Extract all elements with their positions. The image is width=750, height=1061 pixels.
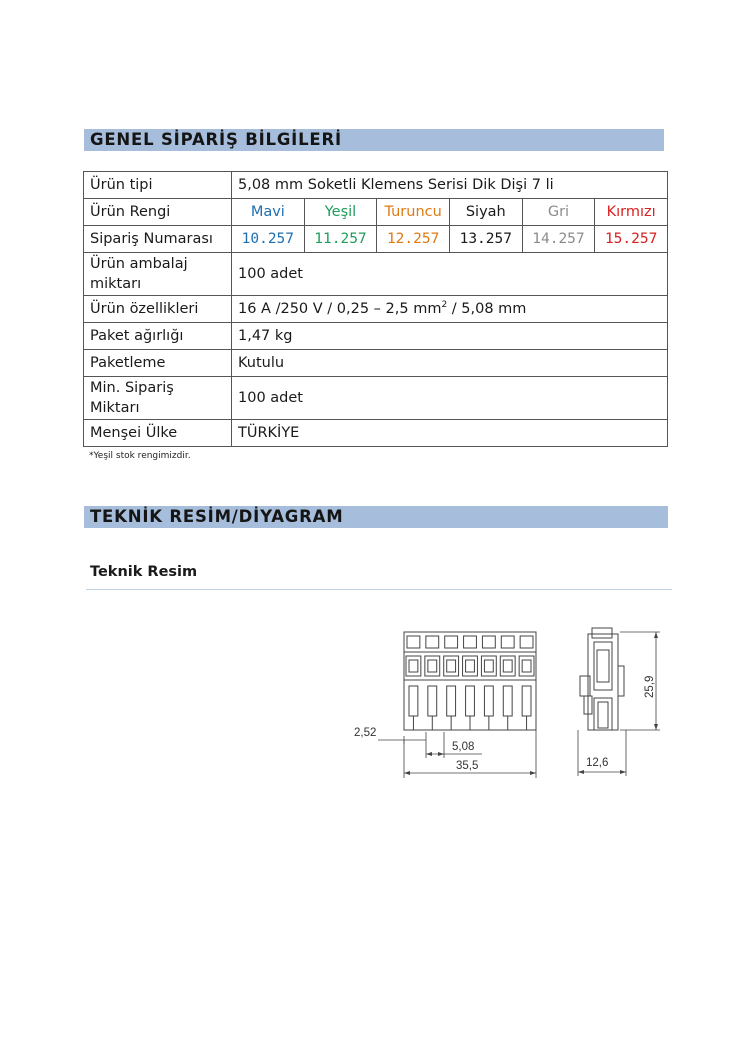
product-type-value: 5,08 mm Soketli Klemens Serisi Dik Dişi 7 li — [232, 172, 668, 199]
screw-inner — [447, 660, 456, 672]
table-row — [84, 323, 668, 350]
technical-drawing — [340, 620, 670, 785]
row-label: Paket ağırlığı — [84, 323, 232, 350]
screw-window — [481, 656, 496, 676]
order-info-table — [83, 171, 668, 447]
order-number-cell: 14.257 — [522, 226, 595, 253]
connector-body — [404, 632, 536, 730]
features-text-end: / 5,08 mm — [447, 301, 527, 317]
order-number-cell: 15.257 — [595, 226, 668, 253]
wire-entry — [503, 686, 512, 716]
dim-label-offset: 2,52 — [354, 727, 377, 739]
screw-window — [519, 656, 534, 676]
row-label: Ürün özellikleri — [84, 296, 232, 323]
row-label: Sipariş Numarası — [84, 226, 232, 253]
row-label: Min. Sipariş Miktarı — [84, 377, 232, 420]
dim-label-depth: 12,6 — [586, 757, 609, 769]
screw-inner — [503, 660, 512, 672]
table-row — [84, 226, 668, 253]
table-row — [84, 199, 668, 226]
section-title: TEKNİK RESİM/DİYAGRAM — [90, 507, 344, 526]
dim-label-width: 35,5 — [456, 760, 479, 772]
color-name-cell: Turuncu — [377, 199, 450, 226]
pole-top — [445, 636, 458, 648]
row-label: Ürün tipi — [84, 172, 232, 199]
section-header-technical-drawing — [84, 506, 668, 528]
table-row — [84, 253, 668, 296]
drawing-subtitle: Teknik Resim — [90, 564, 198, 580]
color-name-cell: Siyah — [449, 199, 522, 226]
dim-label-pitch: 5,08 — [452, 741, 475, 753]
wire-entry — [466, 686, 475, 716]
pole-top — [464, 636, 477, 648]
weight-value: 1,47 kg — [232, 323, 668, 350]
screw-window — [500, 656, 515, 676]
footnote: *Yeşil stok rengimizdir. — [89, 451, 191, 461]
row-label: Ürün Rengi — [84, 199, 232, 226]
features-superscript: 2 — [441, 300, 448, 311]
pole-top — [407, 636, 420, 648]
table-row — [84, 172, 668, 199]
color-name-cell: Kırmızı — [595, 199, 668, 226]
features-text: 16 A /250 V / 0,25 – 2,5 mm — [238, 301, 442, 317]
table-row — [84, 296, 668, 323]
screw-inner — [428, 660, 437, 672]
divider — [86, 589, 672, 590]
row-label: Menşei Ülke — [84, 420, 232, 447]
screw-window — [444, 656, 459, 676]
screw-inner — [409, 660, 418, 672]
table-row — [84, 377, 668, 420]
order-number-cell: 11.257 — [304, 226, 377, 253]
color-name-cell: Yeşil — [304, 199, 377, 226]
order-number-cell: 13.257 — [449, 226, 522, 253]
screw-inner — [466, 660, 475, 672]
color-name-cell: Gri — [522, 199, 595, 226]
screw-inner — [484, 660, 493, 672]
row-label: Paketleme — [84, 350, 232, 377]
pole-top — [482, 636, 495, 648]
screw-window — [406, 656, 421, 676]
pole-top — [426, 636, 439, 648]
pole-top — [501, 636, 514, 648]
connector-side-view — [580, 628, 624, 730]
row-label: Ürün ambalaj miktarı — [84, 253, 232, 296]
color-name-cell: Mavi — [232, 199, 305, 226]
screw-inner — [522, 660, 531, 672]
packaging-value: Kutulu — [232, 350, 668, 377]
connector-front-view — [404, 632, 536, 730]
section-title: GENEL SİPARİŞ BİLGİLERİ — [90, 130, 342, 149]
wire-entry — [484, 686, 493, 716]
wire-entry — [447, 686, 456, 716]
wire-entry — [409, 686, 418, 716]
pole-top — [520, 636, 533, 648]
order-number-cell: 10.257 — [232, 226, 305, 253]
wire-entry — [428, 686, 437, 716]
table-row — [84, 350, 668, 377]
screw-window — [463, 656, 478, 676]
wire-entry — [522, 686, 531, 716]
section-header-order-info — [84, 129, 664, 151]
package-qty-value: 100 adet — [232, 253, 668, 296]
table-row — [84, 420, 668, 447]
origin-value: TÜRKİYE — [232, 420, 668, 447]
screw-window — [425, 656, 440, 676]
min-order-value: 100 adet — [232, 377, 668, 420]
dim-label-height: 25,9 — [644, 675, 656, 698]
features-value — [232, 296, 668, 323]
order-number-cell: 12.257 — [377, 226, 450, 253]
